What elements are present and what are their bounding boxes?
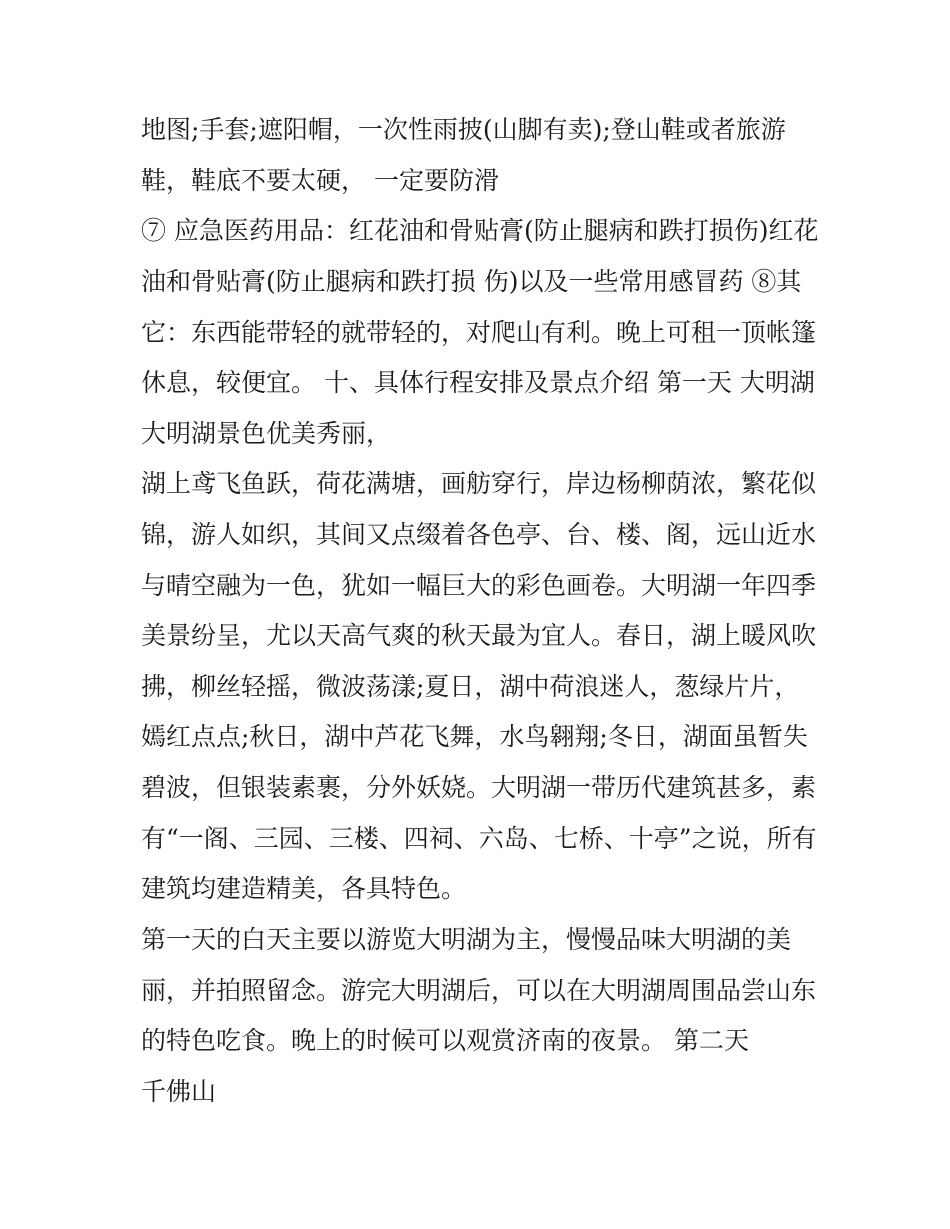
text-line: 它：东西能带轻的就带轻的，对爬山有利。晚上可租一顶帐篷 bbox=[141, 318, 817, 347]
text-line: ⑦ 应急医药用品：红花油和骨贴膏(防止腿病和跌打损伤)红花 bbox=[141, 216, 819, 245]
text-line: 第一天的白天主要以游览大明湖为主，慢慢品味大明湖的美 bbox=[141, 925, 792, 954]
text-line: 油和骨贴膏(防止腿病和跌打损 伤)以及一些常用感冒药 ⑧其 bbox=[141, 267, 802, 296]
text-line: 拂，柳丝轻摇，微波荡漾;夏日，湖中荷浪迷人，葱绿片片， bbox=[141, 672, 800, 701]
text-line: 鞋，鞋底不要太硬， 一定要防滑 bbox=[141, 166, 499, 195]
text-line: 建筑均建造精美，各具特色。 bbox=[141, 874, 467, 903]
text-line: 与晴空融为一色，犹如一幅巨大的彩色画卷。大明湖一年四季 bbox=[141, 571, 817, 600]
text-line: 地图;手套;遮阳帽，一次性雨披(山脚有卖);登山鞋或者旅游 bbox=[141, 115, 786, 144]
text-line: 锦，游人如织，其间又点缀着各色亭、台、楼、阁，远山近水 bbox=[141, 520, 817, 549]
text-line: 大明湖景色优美秀丽， bbox=[141, 419, 392, 448]
text-line: 的特色吃食。晚上的时候可以观赏济南的夜景。 第二天 bbox=[141, 1026, 749, 1055]
text-line: 千佛山 bbox=[141, 1077, 217, 1106]
text-line: 碧波，但银装素裹，分外妖娆。大明湖一带历代建筑甚多，素 bbox=[141, 773, 817, 802]
text-line: 有“一阁、三园、三楼、四祠、六岛、七桥、十亭”之说，所有 bbox=[141, 824, 817, 853]
text-line: 嫣红点点;秋日，湖中芦花飞舞，水鸟翱翔;冬日，湖面虽暂失 bbox=[141, 722, 808, 751]
text-line: 丽，并拍照留念。游完大明湖后，可以在大明湖周围品尝山东 bbox=[141, 976, 817, 1005]
text-line: 湖上鸢飞鱼跃，荷花满塘，画舫穿行，岸边杨柳荫浓，繁花似 bbox=[141, 469, 817, 498]
text-line: 休息，较便宜。 十、具体行程安排及景点介绍 第一天 大明湖 bbox=[141, 368, 815, 397]
text-line: 美景纷呈，尤以天高气爽的秋天最为宜人。春日，湖上暖风吹 bbox=[141, 621, 817, 650]
